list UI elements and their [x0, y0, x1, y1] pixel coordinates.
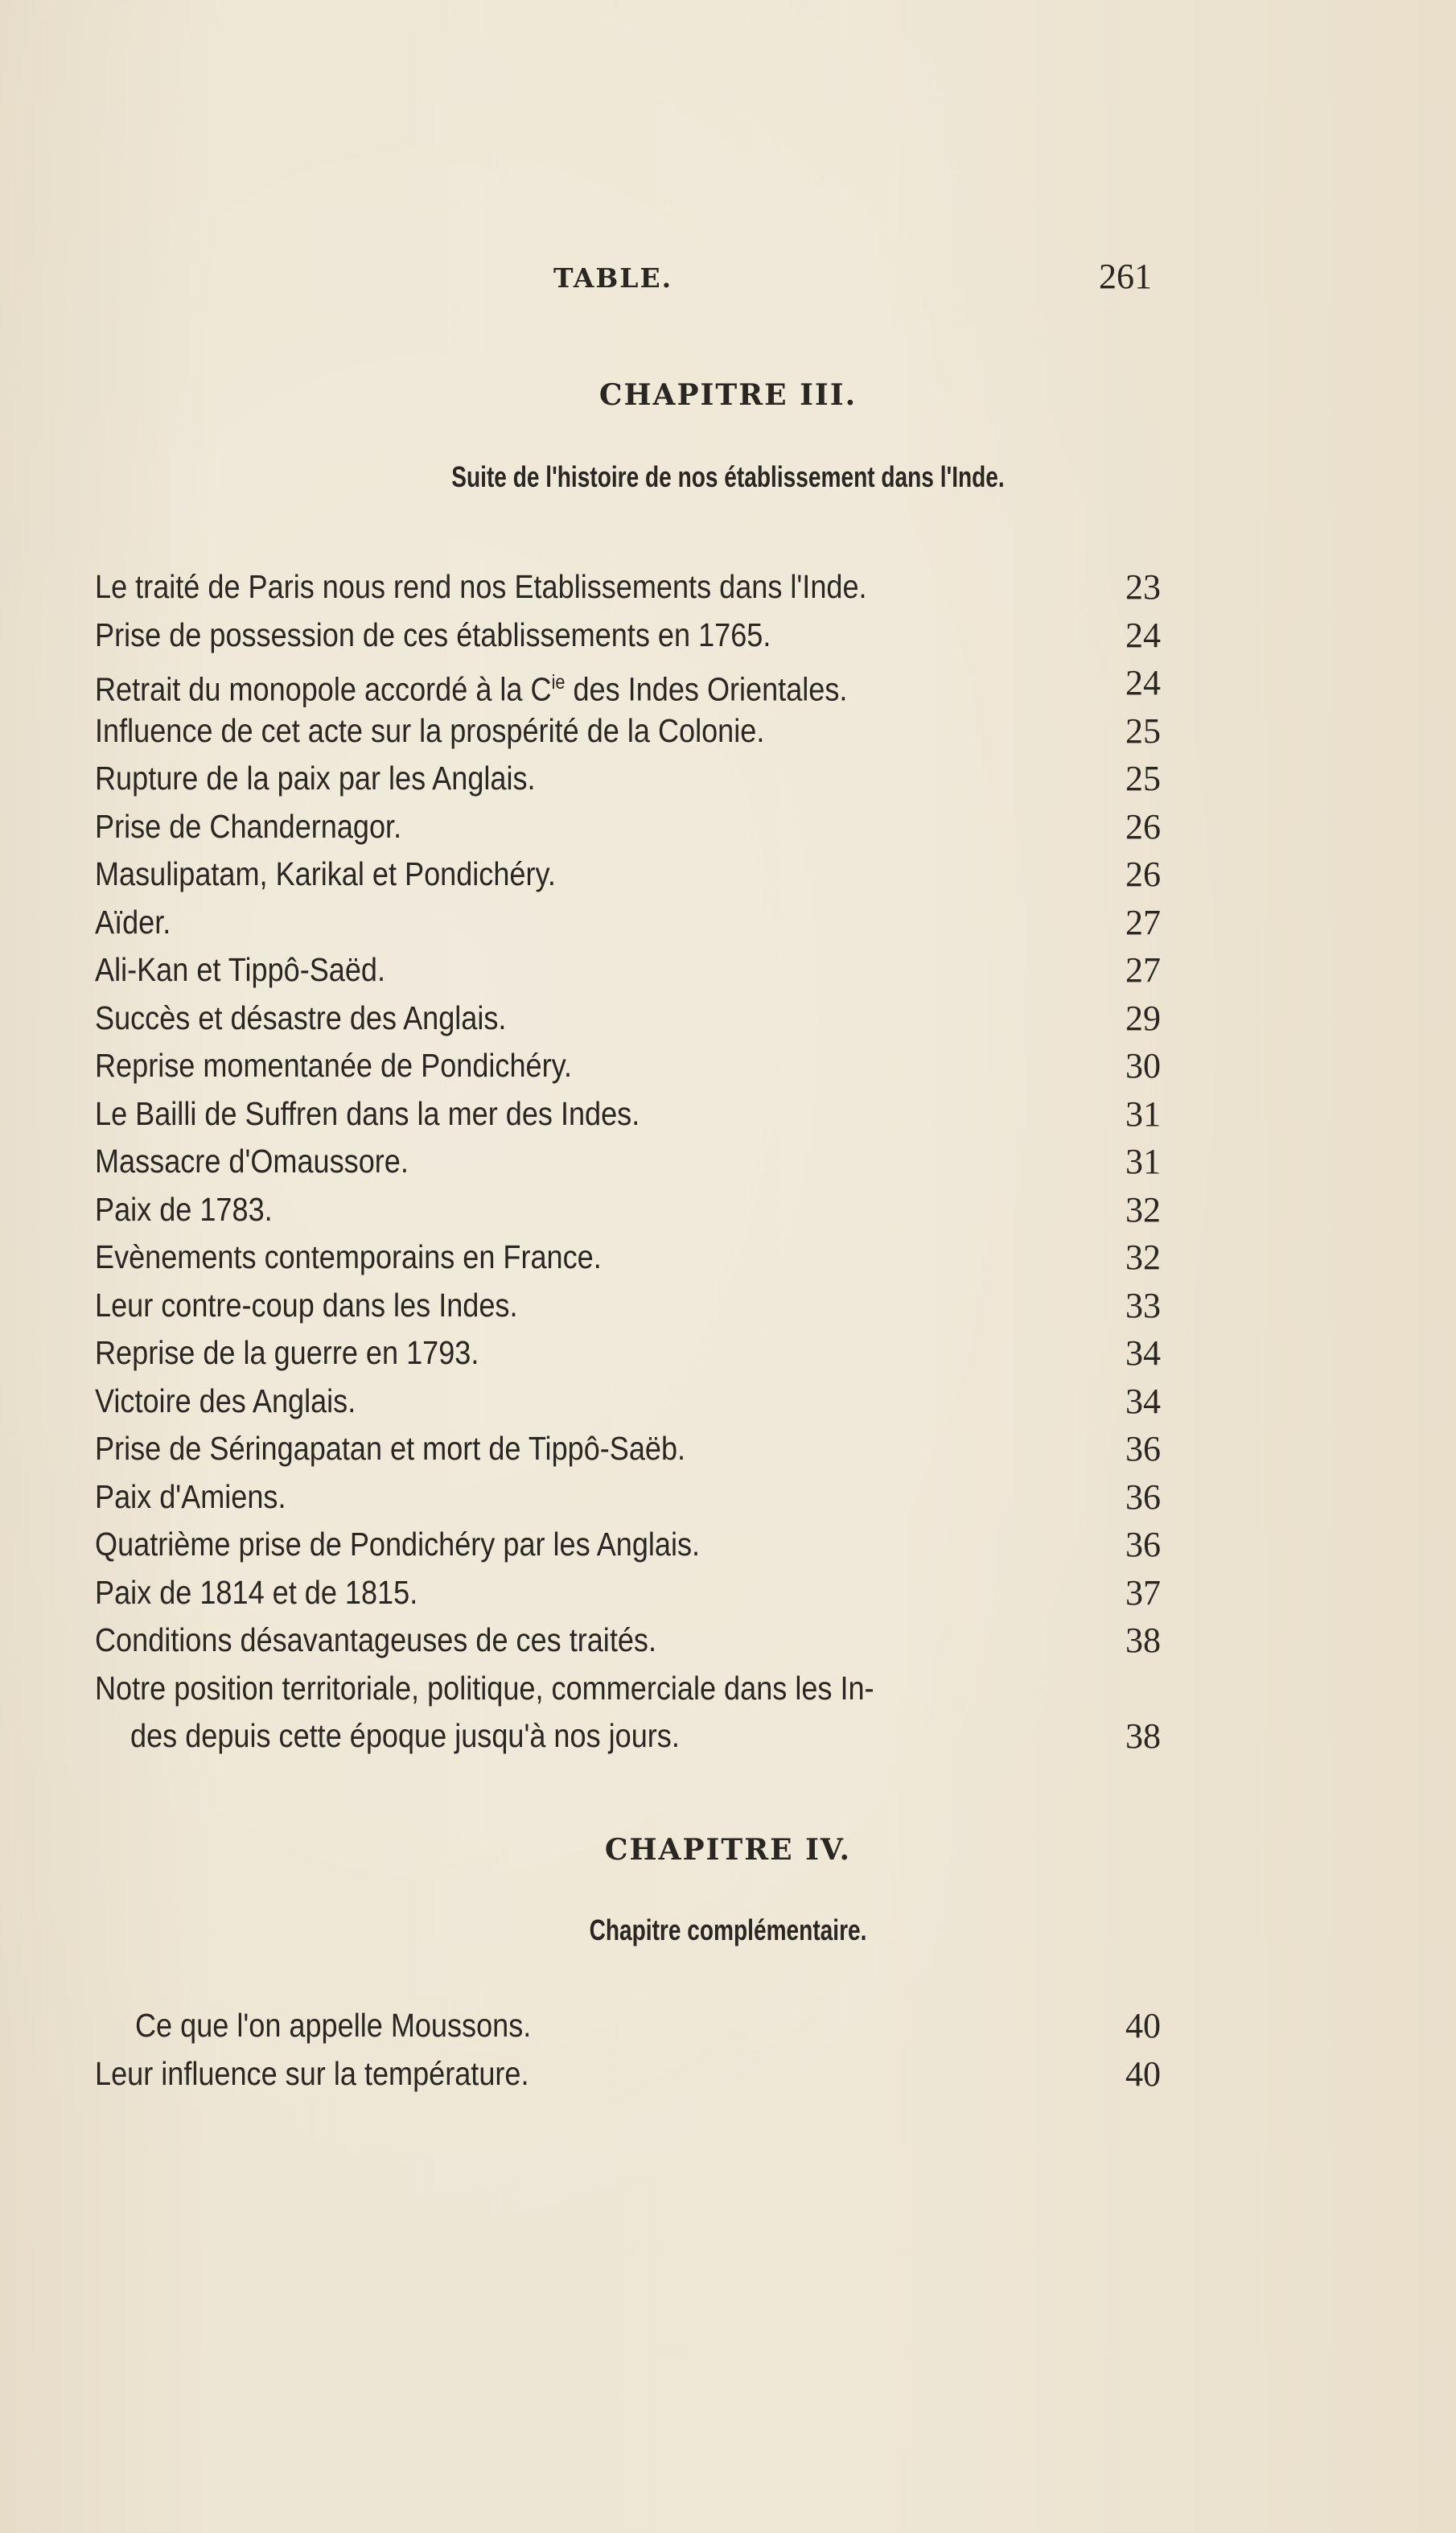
toc-entry-text: Influence de cet acte sur la prospérité de la Colonie. — [95, 711, 765, 749]
toc-entry-page: 31 — [1125, 1094, 1161, 1134]
toc-entry-page: 37 — [1125, 1572, 1161, 1612]
toc-entry-page: 38 — [1125, 1621, 1161, 1660]
toc-entry-page: 33 — [1125, 1285, 1161, 1325]
toc-entry — [95, 1425, 1161, 1473]
toc-entry — [95, 2050, 1161, 2098]
toc-entry — [95, 1569, 1161, 1617]
toc-entry-page: 27 — [1125, 950, 1161, 990]
toc-entry-text: Paix d'Amiens. — [95, 1477, 286, 1515]
toc-entry-text: Victoire des Anglais. — [95, 1382, 356, 1419]
toc-entry-line: Notre position territoriale, politique, commerciale dans les In- — [95, 1669, 874, 1707]
toc-entry-page: 38 — [1125, 1716, 1161, 1756]
toc-entry-text: Prise de possession de ces établissements en 1765. — [95, 616, 771, 653]
toc-entry-page: 25 — [1125, 759, 1161, 798]
toc-entry-text: Aïder. — [95, 903, 171, 941]
toc-entry-page: 30 — [1125, 1046, 1161, 1085]
toc-entry-page: 32 — [1125, 1238, 1161, 1277]
toc-entry — [95, 851, 1161, 899]
toc-entry-page: 40 — [1125, 2053, 1161, 2094]
toc-entry-text: Prise de Séringapatan et mort de Tippô-Saëb. — [95, 1430, 686, 1467]
toc-entry-text: Rupture de la paix par les Anglais. — [95, 760, 536, 797]
toc-entry-page: 40 — [1125, 2006, 1161, 2045]
toc-entry — [95, 2002, 1161, 2050]
toc-entry-text: Leur influence sur la température. — [95, 2054, 529, 2092]
toc-entry-page: 32 — [1125, 1189, 1161, 1229]
chapter-4-toc — [95, 2002, 1161, 2098]
toc-entry-text: Le Bailli de Suffren dans la mer des Indes. — [95, 1094, 640, 1132]
toc-entry-page: 24 — [1125, 615, 1161, 655]
toc-entry-text: Le traité de Paris nous rend nos Etablissements dans l'Inde. — [95, 568, 867, 605]
toc-entry-page: 34 — [1125, 1333, 1161, 1373]
toc-entry — [95, 1617, 1161, 1665]
toc-entry-page: 26 — [1125, 855, 1161, 894]
toc-entry-text: Quatrième prise de Pondichéry par les Anglais. — [95, 1526, 701, 1563]
toc-entry-page: 29 — [1125, 998, 1161, 1038]
toc-entry — [95, 1186, 1161, 1234]
toc-entry — [95, 946, 1161, 995]
toc-entry — [95, 1042, 1161, 1090]
toc-entry-page: 24 — [1125, 663, 1161, 702]
toc-entry — [95, 1329, 1161, 1378]
toc-entry-text-part: des Indes Orientales. — [565, 670, 848, 708]
toc-entry-page: 27 — [1125, 902, 1161, 942]
toc-entry-text: Ce que l'on appelle Moussons. — [135, 2007, 532, 2044]
toc-entry-text: Leur contre-coup dans les Indes. — [95, 1286, 518, 1324]
toc-entry — [95, 1234, 1161, 1282]
chapter-3-toc — [95, 563, 1161, 1761]
toc-entry-text: Reprise momentanée de Pondichéry. — [95, 1047, 572, 1084]
toc-entry — [95, 612, 1161, 660]
toc-entry — [95, 707, 1161, 756]
toc-entry-line: des depuis cette époque jusqu'à nos jours. — [130, 1717, 680, 1754]
toc-entry — [95, 1473, 1161, 1522]
toc-entry — [95, 995, 1161, 1043]
toc-entry-text-part: Retrait du monopole accordé à la C — [95, 670, 552, 708]
toc-entry — [95, 899, 1161, 947]
running-head-title: TABLE. — [553, 262, 673, 294]
toc-entry — [95, 659, 1161, 707]
toc-entry-text: Conditions désavantageuses de ces traités. — [95, 1621, 656, 1658]
toc-entry-page: 25 — [1125, 710, 1161, 751]
toc-entry — [95, 1282, 1161, 1330]
toc-entry-text: Reprise de la guerre en 1793. — [95, 1334, 479, 1371]
toc-entry-text — [95, 1665, 1071, 1761]
toc-entry-text: Masulipatam, Karikal et Pondichéry. — [95, 855, 556, 892]
chapter-3-heading: CHAPITRE III. — [598, 378, 858, 412]
toc-entry-page: 34 — [1125, 1381, 1161, 1421]
toc-entry-page: 26 — [1125, 806, 1161, 846]
toc-entry-text: Evènements contemporains en France. — [95, 1238, 602, 1275]
toc-entry-page: 23 — [1125, 567, 1161, 607]
toc-entry — [95, 563, 1161, 612]
toc-entry — [95, 1138, 1161, 1186]
toc-entry-page: 36 — [1125, 1525, 1161, 1564]
toc-entry-page: 31 — [1125, 1142, 1161, 1181]
page-number: 261 — [1099, 257, 1152, 296]
running-head — [0, 256, 1456, 296]
toc-entry-text: Prise de Chandernagor. — [95, 807, 402, 845]
toc-entry-page: 36 — [1125, 1477, 1161, 1517]
chapter-4-heading: CHAPITRE IV. — [604, 1833, 852, 1867]
superscript-abbrev: ie — [551, 672, 566, 694]
toc-entry-page: 36 — [1125, 1429, 1161, 1468]
toc-entry-text: Massacre d'Omaussore. — [95, 1143, 409, 1180]
toc-entry-text: Paix de 1783. — [95, 1190, 273, 1228]
chapter-4-subtitle: Chapitre complémentaire. — [589, 1913, 867, 1946]
toc-entry — [95, 755, 1161, 803]
toc-entry — [95, 1665, 1161, 1761]
toc-entry — [95, 803, 1161, 851]
toc-entry-text — [95, 659, 847, 714]
toc-entry-text: Succès et désastre des Anglais. — [95, 999, 507, 1036]
toc-entry — [95, 1378, 1161, 1426]
toc-entry-text: Paix de 1814 et de 1815. — [95, 1573, 418, 1611]
toc-entry — [95, 1090, 1161, 1139]
chapter-3-subtitle: Suite de l'histoire de nos établissement dans l'Inde. — [451, 460, 1005, 493]
toc-entry — [95, 1521, 1161, 1569]
toc-entry-text: Ali-Kan et Tippô-Saëd. — [95, 951, 386, 988]
